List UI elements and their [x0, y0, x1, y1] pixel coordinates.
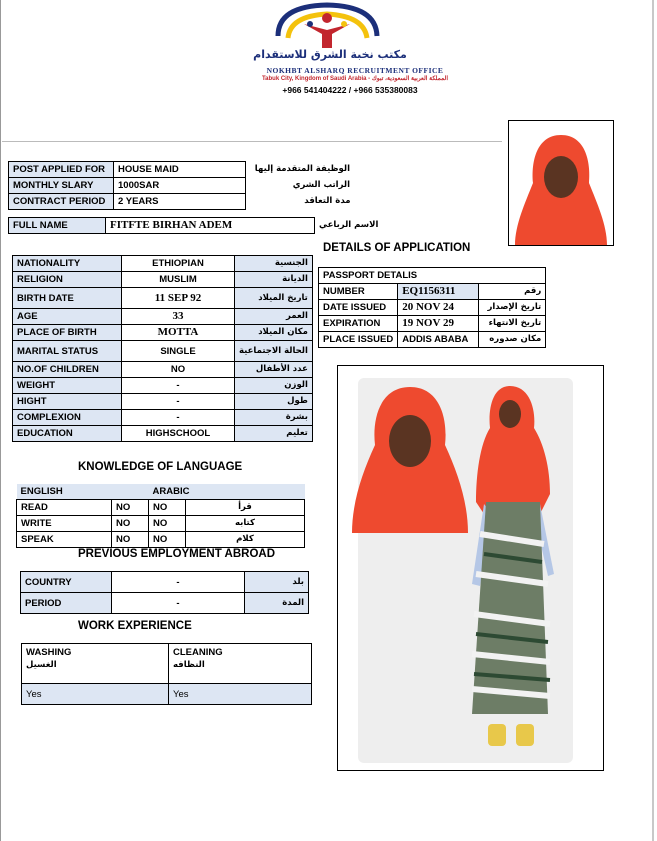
write-english: NO	[112, 516, 149, 532]
divider-line	[2, 141, 502, 142]
table-row	[9, 194, 355, 210]
table-row	[21, 572, 309, 593]
table-row	[319, 316, 546, 332]
birth-date-label: BIRTH DATE	[13, 288, 122, 309]
place-issued-label: PLACE ISSUED	[319, 332, 398, 348]
education-label: EDUCATION	[13, 426, 122, 442]
age-value: 33	[122, 309, 235, 325]
table-row	[22, 684, 312, 705]
children-value: NO	[122, 362, 235, 378]
page-right-border	[652, 0, 654, 841]
height-label: HIGHT	[13, 394, 122, 410]
table-row	[9, 162, 355, 178]
table-row	[9, 178, 355, 194]
office-location: Tabuk City, Kingdom of Saudi Arabia - المملكة العربية السعودية، تبوك	[261, 76, 449, 82]
speak-english: NO	[112, 532, 149, 548]
religion-arabic: الديانة	[235, 272, 313, 288]
washing-arabic: الغسيل	[26, 660, 57, 670]
period-arabic: المدة	[245, 593, 309, 614]
arabic-column-header: ARABIC	[149, 484, 305, 500]
age-label: AGE	[13, 309, 122, 325]
marital-status-value: SINGLE	[122, 341, 235, 362]
page-left-border	[0, 0, 1, 841]
date-issued-arabic: تاريخ الإصدار	[479, 300, 546, 316]
full-name-arabic: الاسم الرباعي	[319, 220, 379, 230]
expiration-arabic: تاريخ الانتهاء	[479, 316, 546, 332]
company-logo	[270, 2, 385, 52]
employment-table	[20, 571, 309, 614]
religion-label: RELIGION	[13, 272, 122, 288]
speak-label: SPEAK	[17, 532, 112, 548]
washing-value: Yes	[22, 684, 169, 705]
religion-value: MUSLIM	[122, 272, 235, 288]
table-row	[17, 532, 305, 548]
table-row	[13, 394, 313, 410]
office-name-english: NOKHBT ALSHARQ RECRUITMENT OFFICE	[266, 66, 444, 75]
passport-title: PASSPORT DETALIS	[319, 268, 546, 284]
nationality-arabic: الجنسية	[235, 256, 313, 272]
post-table	[8, 161, 355, 210]
full-name-value: FITFTE BIRHAN ADEM	[106, 218, 315, 234]
write-label: WRITE	[17, 516, 112, 532]
portrait-figure	[509, 121, 613, 245]
details-heading: DETAILS OF APPLICATION	[323, 242, 471, 254]
contract-value: 2 YEARS	[114, 194, 246, 210]
complexion-label: COMPLEXION	[13, 410, 122, 426]
expiration-value: 19 NOV 29	[398, 316, 479, 332]
country-arabic: بلد	[245, 572, 309, 593]
place-issued-value: ADDIS ABABA	[398, 332, 479, 348]
birth-date-value: 11 SEP 92	[122, 288, 235, 309]
employment-heading: PREVIOUS EMPLOYMENT ABROAD	[78, 548, 276, 560]
portrait-photo	[508, 120, 614, 246]
experience-heading: WORK EXPERIENCE	[78, 620, 192, 632]
table-row	[9, 218, 383, 234]
country-label: COUNTRY	[21, 572, 112, 593]
country-value: -	[112, 572, 245, 593]
table-row	[13, 309, 313, 325]
period-value: -	[112, 593, 245, 614]
write-arabic-label: كتابه	[186, 516, 305, 532]
standing-figure	[462, 384, 562, 756]
read-english: NO	[112, 500, 149, 516]
table-row	[17, 500, 305, 516]
height-value: -	[122, 394, 235, 410]
cleaning-cell	[169, 644, 312, 684]
table-row	[22, 644, 312, 684]
passport-number-value: EQ1156311	[398, 284, 479, 300]
office-name-arabic: مكتب نخبة الشرق للاستقدام	[253, 48, 407, 61]
post-arabic: الوظيفة المتقدمة إليها	[254, 164, 350, 174]
place-of-birth-label: PLACE OF BIRTH	[13, 325, 122, 341]
personal-details-table	[12, 255, 313, 442]
read-arabic: NO	[149, 500, 186, 516]
education-value: HIGHSCHOOL	[122, 426, 235, 442]
age-arabic: العمر	[235, 309, 313, 325]
table-row	[17, 484, 305, 500]
office-phones: +966 541404222 / +966 535380083	[282, 85, 418, 95]
nationality-label: NATIONALITY	[13, 256, 122, 272]
cleaning-value: Yes	[169, 684, 312, 705]
table-row	[319, 284, 546, 300]
full-name-label: FULL NAME	[9, 218, 106, 234]
birth-date-arabic: تاريخ الميلاد	[235, 288, 313, 309]
language-table	[16, 484, 305, 548]
cleaning-arabic: النظافه	[173, 660, 205, 670]
read-label: READ	[17, 500, 112, 516]
period-label: PERIOD	[21, 593, 112, 614]
salary-arabic: الراتب الشري	[292, 180, 350, 190]
post-value: HOUSE MAID	[114, 162, 246, 178]
washing-label: WASHING	[26, 647, 72, 658]
closeup-portrait	[350, 383, 470, 533]
table-row	[13, 426, 313, 442]
table-row	[13, 288, 313, 309]
contract-label: CONTRACT PERIOD	[9, 194, 114, 210]
place-of-birth-value: MOTTA	[122, 325, 235, 341]
weight-label: WEIGHT	[13, 378, 122, 394]
table-row	[17, 516, 305, 532]
table-row	[13, 256, 313, 272]
experience-table	[21, 643, 312, 705]
salary-label: MONTHLY SLARY	[9, 178, 114, 194]
english-column-header: ENGLISH	[17, 484, 149, 500]
nationality-value: ETHIOPIAN	[122, 256, 235, 272]
complexion-value: -	[122, 410, 235, 426]
table-row	[319, 300, 546, 316]
table-row	[13, 362, 313, 378]
place-issued-arabic: مكان صدوره	[479, 332, 546, 348]
speak-arabic-label: كلام	[186, 532, 305, 548]
complexion-arabic: بشرة	[235, 410, 313, 426]
marital-status-arabic: الحالة الاجتماعية	[235, 341, 313, 362]
write-arabic: NO	[149, 516, 186, 532]
children-label: NO.OF CHILDREN	[13, 362, 122, 378]
table-row	[13, 410, 313, 426]
washing-cell	[22, 644, 169, 684]
education-arabic: تعليم	[235, 426, 313, 442]
contract-arabic: مدة التعاقد	[304, 196, 351, 206]
marital-status-label: MARITAL STATUS	[13, 341, 122, 362]
table-row	[319, 268, 546, 284]
table-row	[13, 341, 313, 362]
salary-value: 1000SAR	[114, 178, 246, 194]
table-row	[13, 325, 313, 341]
height-arabic: طول	[235, 394, 313, 410]
full-name-table	[8, 217, 382, 234]
post-label: POST APPLIED FOR	[9, 162, 114, 178]
read-arabic-label: قرأ	[186, 500, 305, 516]
cleaning-label: CLEANING	[173, 647, 223, 658]
date-issued-label: DATE ISSUED	[319, 300, 398, 316]
expiration-label: EXPIRATION	[319, 316, 398, 332]
table-row	[13, 272, 313, 288]
weight-arabic: الوزن	[235, 378, 313, 394]
table-row	[319, 332, 546, 348]
passport-number-label: NUMBER	[319, 284, 398, 300]
date-issued-value: 20 NOV 24	[398, 300, 479, 316]
speak-arabic: NO	[149, 532, 186, 548]
table-row	[13, 378, 313, 394]
children-arabic: عدد الأطفال	[235, 362, 313, 378]
passport-number-arabic: رقم	[479, 284, 546, 300]
weight-value: -	[122, 378, 235, 394]
place-of-birth-arabic: مكان الميلاد	[235, 325, 313, 341]
passport-table	[318, 267, 546, 348]
table-row	[21, 593, 309, 614]
language-heading: KNOWLEDGE OF LANGUAGE	[78, 461, 243, 473]
